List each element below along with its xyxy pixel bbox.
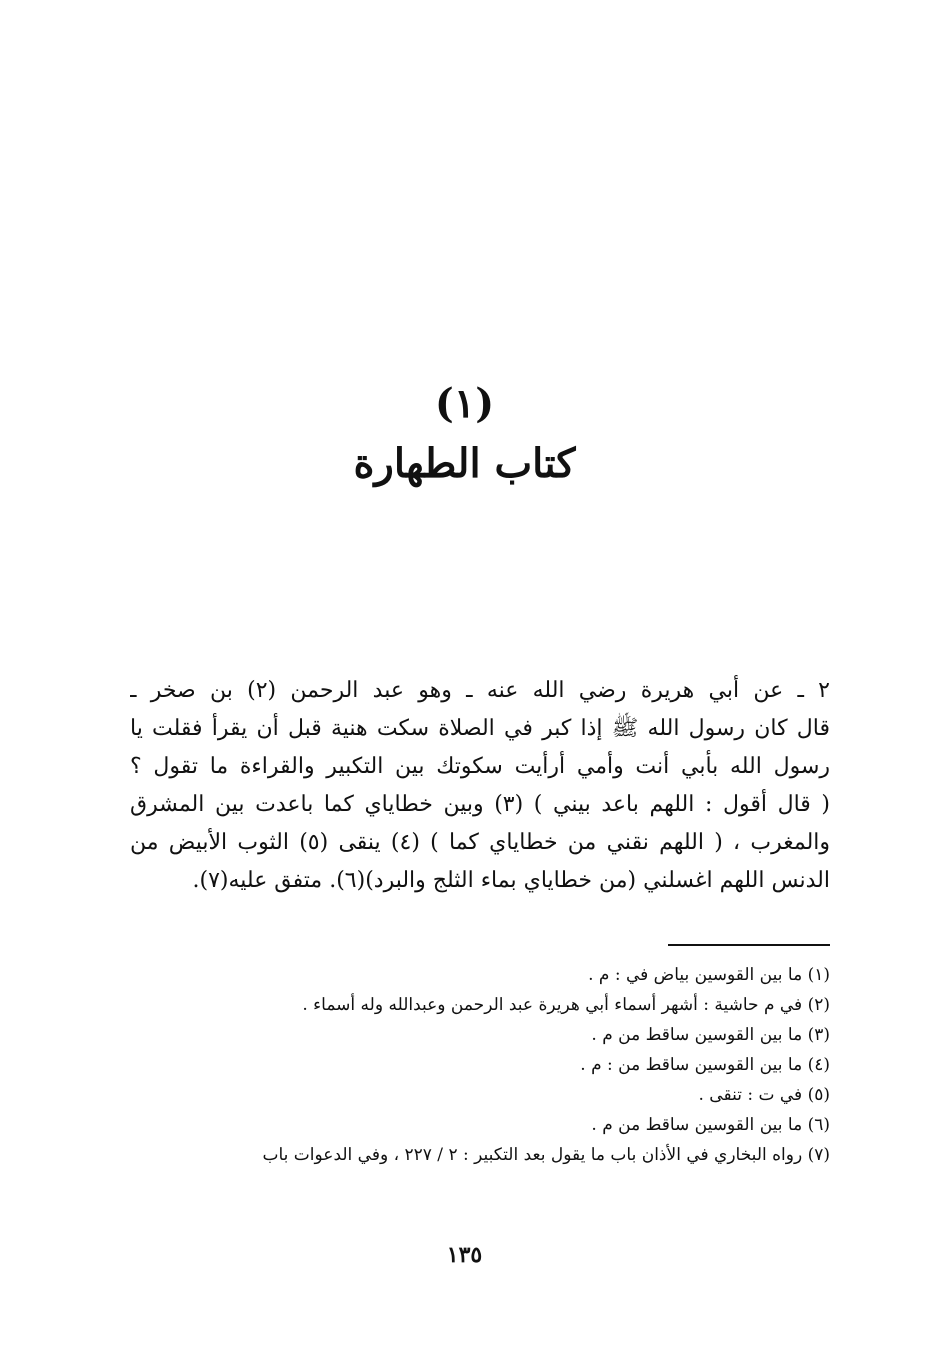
body-line: رسول الله بأبي أنت وأمي أرأيت سكوتك بين التكبير والقراءة ما تقول ؟ bbox=[130, 754, 830, 779]
footnote-divider bbox=[668, 944, 830, 946]
footnote: (٥) في ت : تنقى . bbox=[698, 1085, 830, 1105]
footnote: (١) ما بين القوسين بياض في : م . bbox=[588, 965, 830, 985]
page-number: ١٣٥ bbox=[446, 1242, 483, 1268]
body-line: الدنس اللهم اغسلني (من خطاياي بماء الثلج والبرد)(٦). متفق عليه(٧). bbox=[192, 868, 830, 893]
body-line: ٢ ـ عن أبي هريرة رضي الله عنه ـ وهو عبد الرحمن (٢) بن صخر ـ bbox=[130, 678, 830, 703]
body-line: والمغرب ، ( اللهم نقني من خطاياي كما ) (٤) ينقى (٥) الثوب الأبيض من bbox=[130, 830, 830, 855]
body-line: قال كان رسول الله ﷺ إذا كبر في الصلاة سكت هنية قبل أن يقرأ فقلت يا bbox=[130, 716, 830, 741]
footnote: (٦) ما بين القوسين ساقط من م . bbox=[591, 1115, 830, 1135]
footnote: (٧) رواه البخاري في الأذان باب ما يقول بعد التكبير : ٢ / ٢٢٧ ، وفي الدعوات باب bbox=[262, 1145, 830, 1165]
hadith-text bbox=[130, 672, 830, 900]
footnote: (٢) في م حاشية : أشهر أسماء أبي هريرة عبد الرحمن وعبدالله وله أسماء . bbox=[302, 995, 830, 1015]
body-line: ( قال أقول : اللهم باعد بيني ) (٣) وبين خطاياي كما باعدت بين المشرق bbox=[130, 792, 830, 817]
footnote: (٣) ما بين القوسين ساقط من م . bbox=[591, 1025, 830, 1045]
chapter-title: كتاب الطهارة bbox=[353, 440, 576, 487]
footnotes bbox=[130, 960, 830, 1170]
footnote: (٤) ما بين القوسين ساقط من : م . bbox=[580, 1055, 830, 1075]
chapter-number: (١) bbox=[434, 380, 495, 427]
